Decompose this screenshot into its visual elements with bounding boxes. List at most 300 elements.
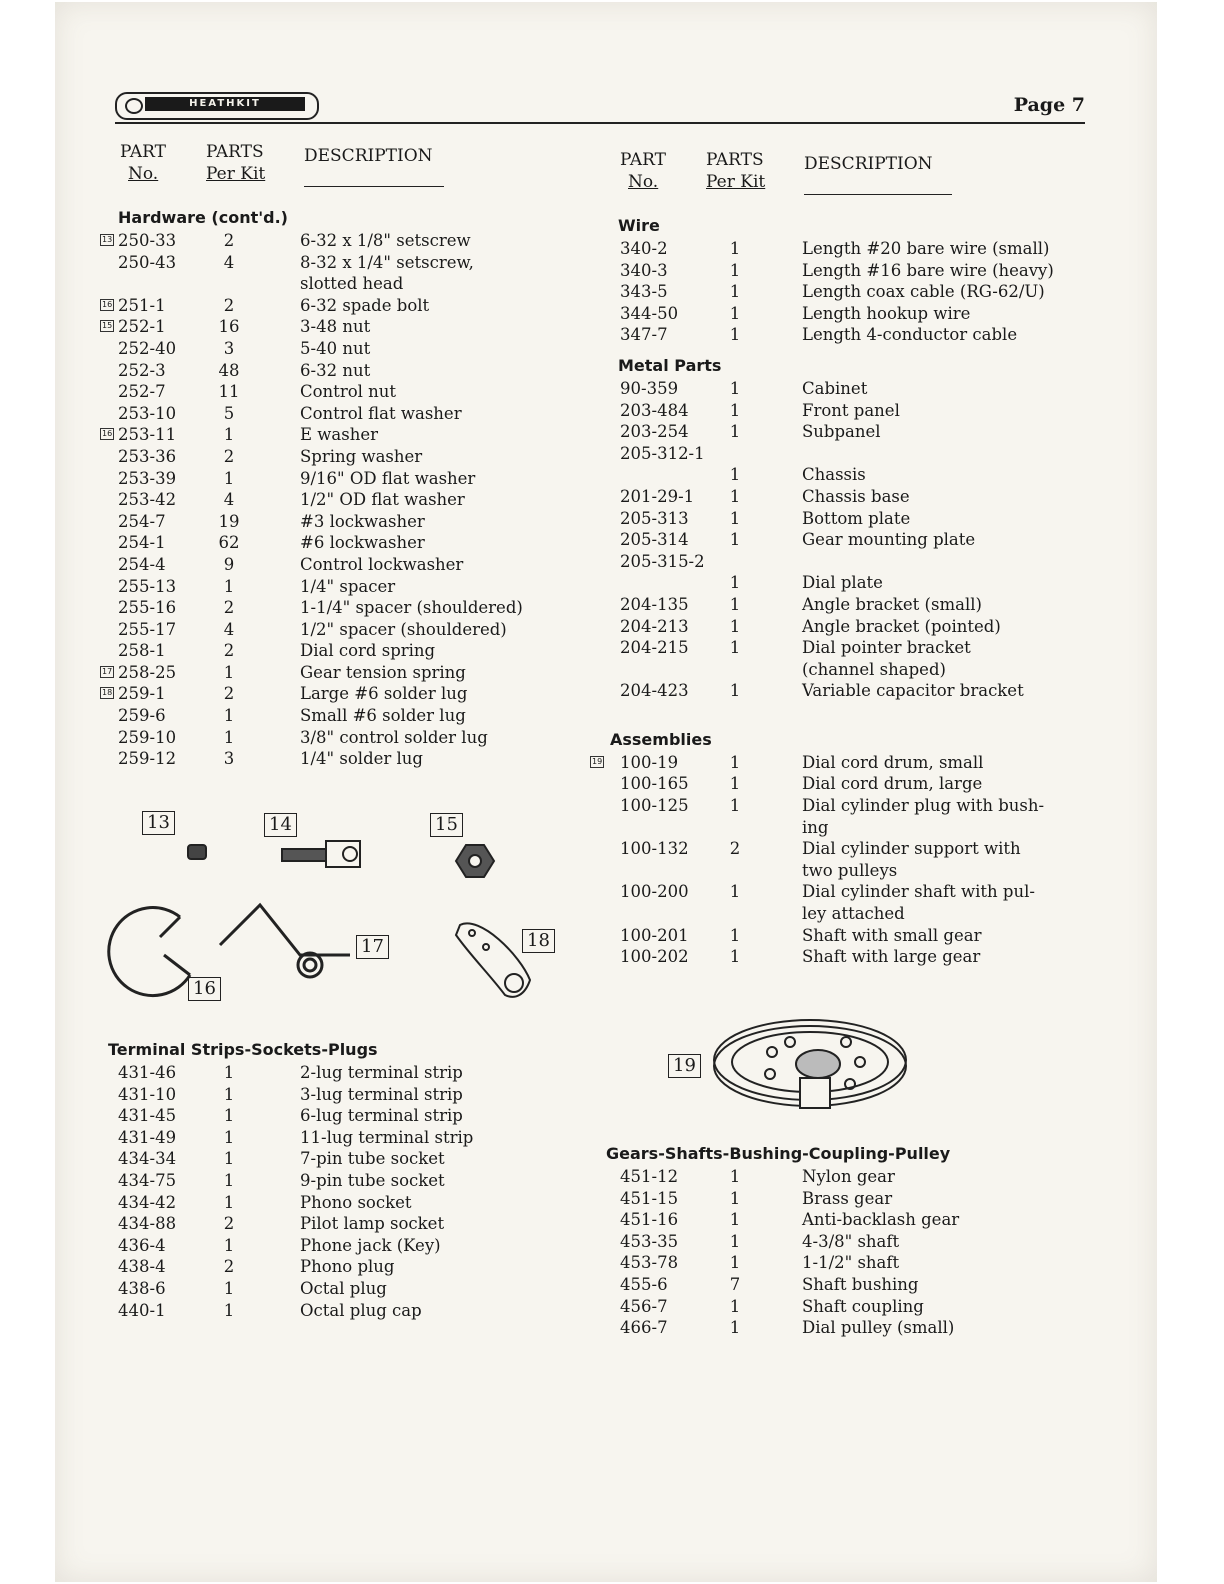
parts-row [102, 532, 592, 554]
part-description: Dial cord spring [300, 641, 436, 661]
part-number: 466-7 [620, 1318, 668, 1338]
part-number: 252-40 [118, 338, 177, 358]
parts-row [102, 1105, 592, 1127]
part-quantity: 1 [223, 1106, 235, 1126]
header-description-right: DESCRIPTION [804, 154, 933, 174]
part-number: 252-1 [118, 317, 166, 337]
part-description: Dial cord drum, small [802, 752, 984, 772]
header-perkit-right: Per Kit [706, 172, 766, 192]
part-quantity: 1 [729, 947, 741, 967]
part-number: 434-75 [118, 1170, 177, 1190]
part-quantity: 1 [223, 468, 235, 488]
part-number: 254-1 [118, 533, 166, 553]
part-description: Length #20 bare wire (small) [802, 239, 1050, 258]
part-number: 431-49 [118, 1127, 177, 1147]
part-description: 7-pin tube socket [300, 1149, 445, 1169]
parts-row [102, 295, 592, 317]
part-quantity: 1 [729, 422, 741, 442]
parts-row [602, 881, 1102, 903]
part-description: Octal plug cap [300, 1300, 422, 1320]
part-number: 431-46 [118, 1063, 177, 1082]
part-description: #3 lockwasher [300, 511, 425, 531]
part-description: 9/16" OD flat washer [300, 468, 476, 488]
part-number: 250-43 [118, 252, 177, 272]
part-description: 2-lug terminal strip [300, 1063, 463, 1082]
part-number: 251-1 [118, 295, 166, 315]
parts-row [602, 1296, 1102, 1318]
description-rule-right [804, 194, 952, 195]
part-quantity: 3 [223, 338, 235, 358]
part-description: E washer [300, 425, 378, 445]
pulley-drawing [660, 1012, 920, 1132]
fig-label-18: 18 [522, 929, 555, 953]
parts-row [102, 1256, 592, 1278]
parts-row [102, 381, 592, 403]
part-description: Control lockwasher [300, 554, 464, 574]
parts-row [602, 637, 1102, 659]
part-description: (channel shaped) [802, 659, 946, 679]
parts-row [602, 903, 1102, 925]
part-number: 100-201 [620, 925, 689, 945]
column-headers-left [102, 142, 592, 204]
part-number: 253-11 [118, 425, 177, 445]
tension-spring-drawing [220, 905, 350, 977]
parts-row [102, 1084, 592, 1106]
part-description: Length #16 bare wire (heavy) [802, 260, 1054, 280]
parts-row [602, 925, 1102, 947]
parts-row [102, 338, 592, 360]
part-number: 252-7 [118, 382, 166, 402]
part-quantity: 2 [223, 641, 235, 661]
part-quantity: 1 [729, 1253, 741, 1273]
parts-row [602, 508, 1102, 530]
gears-section [602, 1140, 1102, 1339]
parts-row [102, 1278, 592, 1300]
parts-row [602, 795, 1102, 817]
setscrew-drawing [188, 845, 206, 859]
part-quantity: 1 [223, 1192, 235, 1212]
part-description: Length coax cable (RG-62/U) [802, 282, 1045, 302]
part-description: Chassis base [802, 486, 910, 506]
part-description: Dial pointer bracket [802, 638, 971, 658]
header-no-right: No. [628, 172, 659, 192]
part-quantity: 48 [218, 360, 240, 380]
part-description: Angle bracket (pointed) [802, 616, 1001, 636]
part-quantity: 1 [729, 400, 741, 420]
part-number: 201-29-1 [620, 486, 695, 506]
part-number: 453-78 [620, 1253, 679, 1273]
part-description: Length 4-conductor cable [802, 325, 1018, 345]
parts-row [102, 273, 592, 295]
part-description: Subpanel [802, 422, 881, 442]
parts-row [102, 252, 592, 274]
part-number: 203-484 [620, 400, 689, 420]
parts-row [602, 400, 1102, 422]
part-description: ley attached [802, 904, 905, 924]
part-description: 9-pin tube socket [300, 1170, 445, 1190]
part-description: Dial pulley (small) [802, 1318, 955, 1338]
header-perkit: Per Kit [206, 164, 266, 184]
part-number: 253-36 [118, 446, 177, 466]
part-number: 204-213 [620, 616, 689, 636]
header-description: DESCRIPTION [304, 146, 433, 166]
section-hardware: Hardware (cont'd.) [118, 208, 288, 227]
part-number: 259-6 [118, 706, 166, 726]
part-description: two pulleys [802, 860, 898, 880]
part-number: 436-4 [118, 1235, 166, 1255]
figure-ref-badge: 16 [102, 299, 113, 309]
part-number: 434-34 [118, 1149, 177, 1169]
part-quantity: 1 [223, 706, 235, 726]
part-quantity: 4 [223, 619, 235, 639]
part-quantity: 2 [223, 1257, 235, 1277]
part-description: 5-40 nut [300, 338, 371, 358]
part-description: 1/4" spacer [300, 576, 396, 596]
figure-ref-badge: 19 [592, 756, 603, 766]
parts-row [102, 1148, 592, 1170]
parts-row [602, 378, 1102, 400]
spade-bolt-drawing [282, 841, 360, 867]
part-quantity: 9 [223, 554, 235, 574]
nut-drawing [456, 845, 494, 877]
part-description: Dial cylinder shaft with pul- [802, 882, 1035, 902]
part-description: 3-lug terminal strip [300, 1084, 463, 1104]
part-number: 205-313 [620, 508, 689, 528]
part-quantity: 1 [729, 282, 741, 302]
hardware-list [102, 230, 592, 770]
parts-row [602, 659, 1102, 681]
parts-row [602, 1274, 1102, 1296]
pulley-figure [660, 1012, 920, 1132]
part-quantity: 1 [729, 616, 741, 636]
part-description: Control flat washer [300, 403, 462, 423]
part-number: 204-135 [620, 594, 689, 614]
part-quantity: 4 [223, 252, 235, 272]
part-number: 203-254 [620, 422, 689, 442]
part-description: Small #6 solder lug [300, 706, 466, 726]
part-quantity: 2 [223, 1214, 235, 1234]
part-description: slotted head [300, 274, 404, 294]
part-quantity: 11 [218, 382, 240, 402]
parts-row [102, 576, 592, 598]
part-quantity: 1 [729, 681, 741, 701]
column-headers-right [602, 150, 1102, 212]
parts-row [602, 1317, 1102, 1339]
parts-row [602, 1252, 1102, 1274]
part-description: #6 lockwasher [300, 533, 425, 553]
parts-row [602, 281, 1102, 303]
parts-row [102, 1062, 592, 1084]
part-number: 455-6 [620, 1274, 668, 1294]
figure-ref-badge: 16 [102, 429, 113, 439]
part-description: 6-lug terminal strip [300, 1106, 463, 1126]
part-quantity: 1 [729, 239, 741, 258]
part-description: 1-1/2" shaft [802, 1253, 900, 1273]
figure-ref-badge: 15 [102, 321, 113, 331]
part-quantity: 1 [729, 882, 741, 902]
fig-label-19: 19 [668, 1054, 701, 1078]
parts-row [102, 360, 592, 382]
part-description: Shaft with large gear [802, 947, 981, 967]
part-description: 6-32 spade bolt [300, 295, 430, 315]
parts-row [602, 464, 1102, 486]
fig-label-16: 16 [188, 977, 221, 1001]
part-number: 100-19 [620, 752, 679, 772]
part-quantity: 2 [729, 839, 741, 859]
part-description: 4-3/8" shaft [802, 1231, 900, 1251]
part-quantity: 1 [729, 638, 741, 658]
part-description: Dial plate [802, 573, 883, 593]
part-description: 1-1/4" spacer (shouldered) [300, 598, 523, 618]
header-part: PART [120, 142, 166, 162]
part-description: Spring washer [300, 446, 423, 466]
parts-row [102, 662, 592, 684]
part-quantity: 1 [729, 378, 741, 398]
parts-row [602, 324, 1102, 346]
part-quantity: 19 [218, 511, 240, 531]
part-description: Nylon gear [802, 1167, 895, 1186]
part-description: Bottom plate [802, 508, 911, 528]
part-number: 456-7 [620, 1296, 668, 1316]
part-description: 6-32 nut [300, 360, 371, 380]
part-quantity: 1 [223, 1235, 235, 1255]
parts-row [102, 1235, 592, 1257]
part-quantity: 1 [729, 486, 741, 506]
parts-row [102, 619, 592, 641]
part-quantity: 1 [729, 796, 741, 816]
part-number: 340-3 [620, 260, 668, 280]
part-quantity: 1 [729, 465, 741, 485]
parts-row [102, 1300, 592, 1322]
part-quantity: 7 [729, 1274, 741, 1294]
part-number: 100-202 [620, 947, 689, 967]
part-quantity: 1 [729, 1318, 741, 1338]
part-quantity: 2 [223, 446, 235, 466]
parts-row [102, 554, 592, 576]
parts-row [102, 511, 592, 533]
part-quantity: 1 [729, 1167, 741, 1186]
part-number: 253-39 [118, 468, 177, 488]
part-description: Octal plug [300, 1278, 387, 1298]
part-number: 255-13 [118, 576, 177, 596]
part-quantity: 1 [729, 1210, 741, 1230]
part-description: Anti-backlash gear [802, 1210, 960, 1230]
terminal-list [102, 1062, 592, 1321]
part-number: 100-165 [620, 774, 689, 794]
part-quantity: 1 [729, 260, 741, 280]
part-number: 100-132 [620, 839, 689, 859]
part-quantity: 3 [223, 749, 235, 769]
parts-row [102, 230, 592, 252]
parts-row [602, 838, 1102, 860]
part-quantity: 1 [729, 1231, 741, 1251]
figure-ref-badge: 17 [102, 666, 113, 676]
header-no: No. [128, 164, 159, 184]
part-number: 90-359 [620, 378, 679, 398]
part-number: 100-200 [620, 882, 689, 902]
part-number: 205-312-1 [620, 443, 705, 463]
section-terminal: Terminal Strips-Sockets-Plugs [108, 1040, 378, 1059]
parts-row [602, 551, 1102, 573]
part-number: 250-33 [118, 231, 177, 250]
parts-row [602, 572, 1102, 594]
part-quantity: 1 [729, 325, 741, 345]
parts-row [602, 260, 1102, 282]
part-number: 451-12 [620, 1167, 679, 1186]
figure-ref-badge: 18 [102, 688, 113, 698]
header-parts: PARTS [206, 142, 264, 162]
part-quantity: 1 [223, 1300, 235, 1320]
fig-label-13: 13 [142, 811, 175, 835]
part-quantity: 1 [729, 1296, 741, 1316]
e-washer-drawing [109, 908, 190, 996]
parts-row [102, 1213, 592, 1235]
parts-row [602, 1188, 1102, 1210]
part-number: 431-45 [118, 1106, 177, 1126]
page-header [115, 92, 1085, 124]
part-quantity: 1 [223, 1063, 235, 1082]
parts-row [102, 640, 592, 662]
description-rule [304, 186, 444, 187]
parts-row [102, 468, 592, 490]
part-quantity: 1 [223, 1278, 235, 1298]
wire-list [602, 238, 1102, 346]
part-description: Front panel [802, 400, 900, 420]
part-description: Variable capacitor bracket [802, 681, 1024, 701]
parts-row [602, 486, 1102, 508]
parts-row [102, 1170, 592, 1192]
part-description: Shaft bushing [802, 1274, 919, 1294]
section-gears: Gears-Shafts-Bushing-Coupling-Pulley [606, 1144, 951, 1163]
part-quantity: 1 [223, 1170, 235, 1190]
parts-row [602, 594, 1102, 616]
parts-row [602, 443, 1102, 465]
part-number: 347-7 [620, 325, 668, 345]
fig-label-17: 17 [356, 935, 389, 959]
part-quantity: 62 [218, 533, 240, 553]
part-quantity: 1 [729, 774, 741, 794]
part-description: Cabinet [802, 378, 868, 398]
part-description: 3/8" control solder lug [300, 727, 488, 747]
part-number: 434-42 [118, 1192, 177, 1212]
part-description: Large #6 solder lug [300, 684, 468, 704]
part-number: 204-215 [620, 638, 689, 658]
part-quantity: 2 [223, 295, 235, 315]
part-number: 253-10 [118, 403, 177, 423]
part-number: 259-1 [118, 684, 166, 704]
part-description: Dial cord drum, large [802, 774, 983, 794]
part-number: 258-25 [118, 662, 177, 682]
logo-mark-icon [125, 98, 143, 114]
part-number: 205-315-2 [620, 551, 705, 571]
section-metal: Metal Parts [618, 355, 722, 375]
metal-list [602, 378, 1102, 702]
part-number: 259-10 [118, 727, 177, 747]
part-number: 255-17 [118, 619, 177, 639]
part-description: Chassis [802, 465, 866, 485]
part-quantity: 2 [223, 598, 235, 618]
part-description: Dial cylinder plug with bush- [802, 796, 1045, 816]
part-number: 438-6 [118, 1278, 166, 1298]
parts-row [102, 446, 592, 468]
part-quantity: 1 [223, 576, 235, 596]
part-number: 434-88 [118, 1214, 177, 1234]
page-number: Page 7 [1013, 94, 1085, 116]
part-description: Angle bracket (small) [802, 594, 982, 614]
part-quantity: 1 [223, 1084, 235, 1104]
parts-row [102, 489, 592, 511]
part-description: 6-32 x 1/8" setscrew [300, 231, 471, 250]
part-quantity: 2 [223, 684, 235, 704]
parts-row [102, 727, 592, 749]
parts-row [602, 1166, 1102, 1188]
part-quantity: 1 [729, 530, 741, 550]
part-description: 8-32 x 1/4" setscrew, [300, 252, 474, 272]
part-quantity: 1 [729, 925, 741, 945]
part-quantity: 4 [223, 490, 235, 510]
parts-row [102, 424, 592, 446]
part-quantity: 1 [223, 425, 235, 445]
parts-row [102, 705, 592, 727]
part-quantity: 1 [729, 303, 741, 323]
part-quantity: 1 [729, 752, 741, 772]
parts-row [602, 680, 1102, 702]
part-description: Dial cylinder support with [802, 839, 1021, 859]
part-description: 1/2" OD flat washer [300, 490, 465, 510]
part-description: 11-lug terminal strip [300, 1127, 474, 1147]
part-number: 254-7 [118, 511, 166, 531]
part-number: 205-314 [620, 530, 689, 550]
fig-label-15: 15 [430, 813, 463, 837]
part-number: 451-16 [620, 1210, 679, 1230]
part-quantity: 1 [729, 1188, 741, 1208]
left-column [102, 142, 592, 770]
parts-row [602, 946, 1102, 968]
part-description: 1/4" solder lug [300, 749, 423, 769]
part-quantity: 2 [223, 231, 235, 250]
parts-row [602, 421, 1102, 443]
figure-ref-badge: 13 [102, 235, 113, 244]
part-quantity: 1 [223, 1127, 235, 1147]
parts-row [602, 773, 1102, 795]
part-number: 204-423 [620, 681, 689, 701]
part-quantity: 1 [223, 662, 235, 682]
part-number: 343-5 [620, 282, 668, 302]
part-number: 252-3 [118, 360, 166, 380]
parts-row [592, 752, 1102, 774]
part-quantity: 1 [729, 573, 741, 593]
part-description: Length hookup wire [802, 303, 971, 323]
part-number: 255-16 [118, 598, 177, 618]
header-part-right: PART [620, 150, 666, 170]
fig-label-14: 14 [264, 813, 297, 837]
parts-row [102, 1192, 592, 1214]
parts-row [102, 316, 592, 338]
part-quantity: 1 [223, 1149, 235, 1169]
gears-list [602, 1166, 1102, 1339]
part-description: Gear mounting plate [802, 530, 976, 550]
header-parts-right: PARTS [706, 150, 764, 170]
solder-lug-drawing [456, 923, 530, 996]
part-number: 258-1 [118, 641, 166, 661]
part-description: Control nut [300, 382, 397, 402]
part-description: Phono plug [300, 1257, 395, 1277]
part-description: Brass gear [802, 1188, 893, 1208]
parts-row [602, 1231, 1102, 1253]
parts-row [102, 683, 592, 705]
part-description: Phone jack (Key) [300, 1235, 441, 1255]
parts-row [602, 303, 1102, 325]
